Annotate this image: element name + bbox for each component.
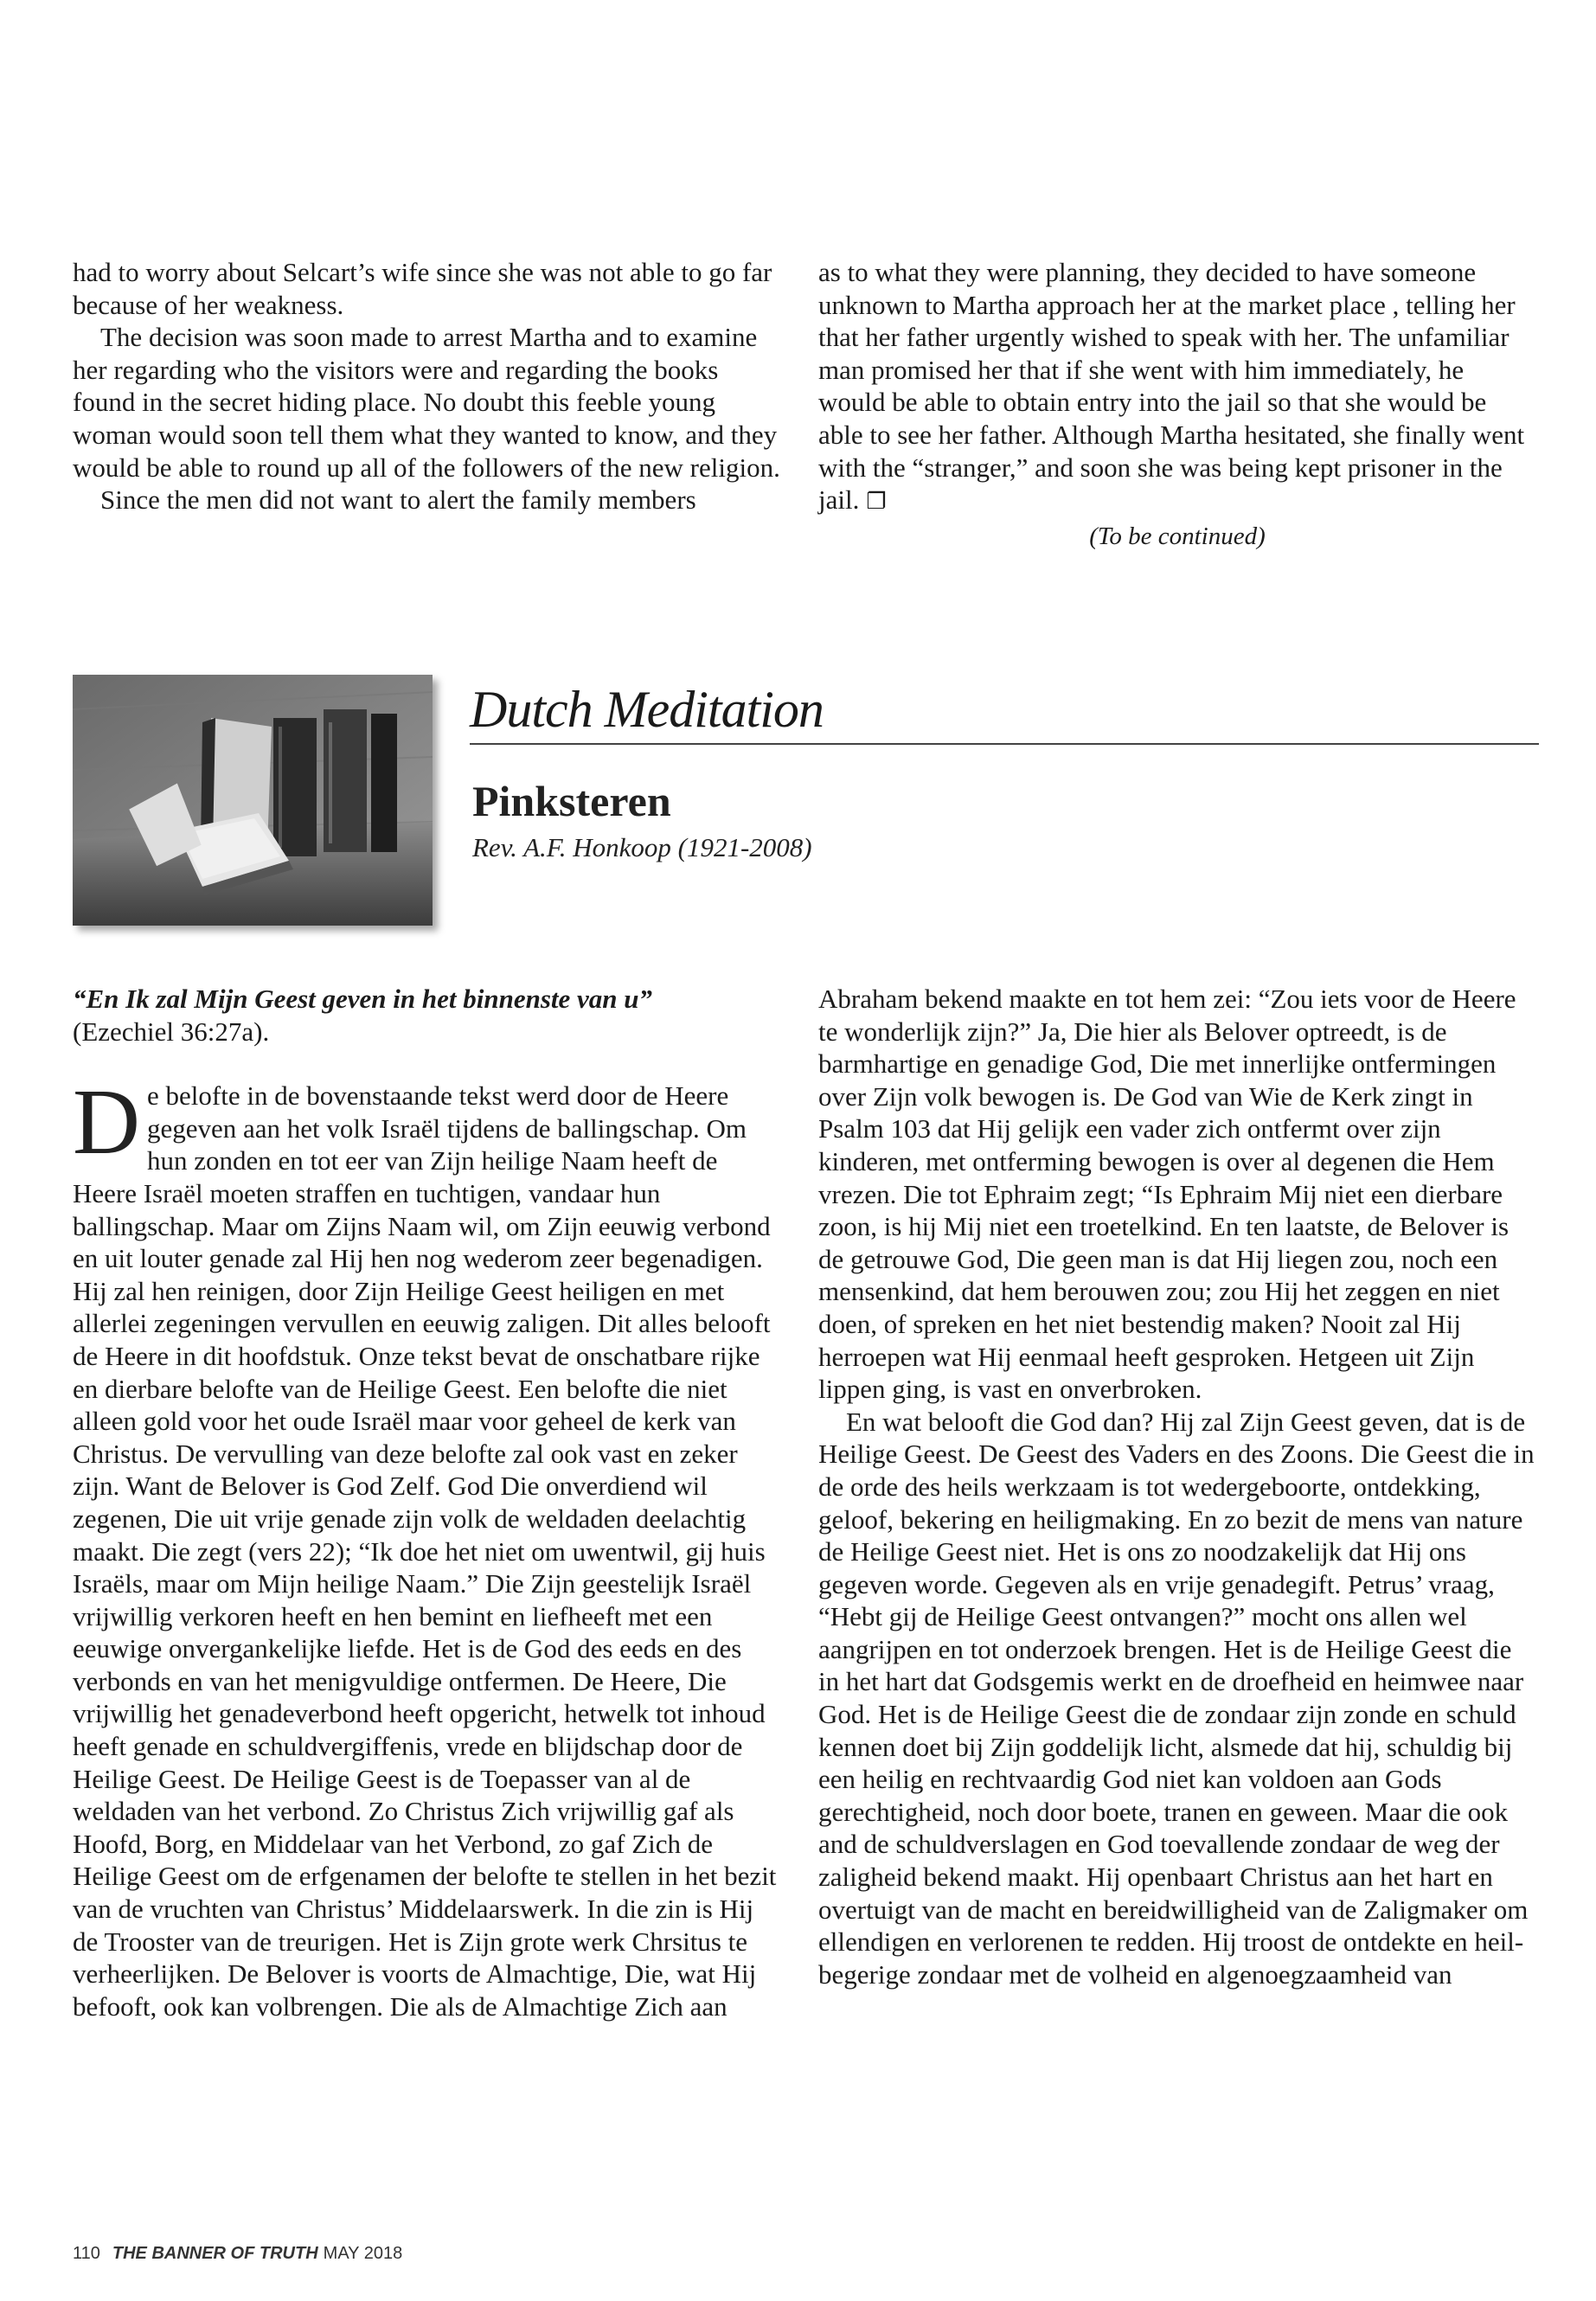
publication-name: THE BANNER OF TRUTH <box>112 2244 318 2263</box>
top-right-paragraph <box>818 256 1536 519</box>
top-left-paragraph-1: had to worry about Selcart’s wife since she was not able to go far because of her weakness. <box>73 257 772 320</box>
scripture-reference: (Ezechiel 36:27a). <box>73 1016 270 1047</box>
books-photo-illustration <box>73 675 433 926</box>
article-paragraph-1 <box>73 1071 782 2022</box>
top-article-right-column <box>818 256 1536 553</box>
page-footer <box>73 2244 402 2264</box>
article-right-column <box>818 983 1536 1990</box>
top-left-paragraph-2: The decision was soon made to arrest Martha and to examine her regarding who the visitors were and regarding the books found in the secret hiding place. No doubt this feeble young woman would soon tell them what they wanted to know, and they would be able to round up all of the followers of the new religion. <box>73 322 780 483</box>
article-paragraph-1-text: e belofte in de bovenstaande tekst werd door de Heere gegeven aan het volk Israël tijdens de ballingschap. Om hun zonden en tot eer van Zijn heilige Naam heeft de Heere Israël moeten straffen en tuchtigen, vandaar hun ballingschap. Maar om Zijns Naam wil, om Zijn eeuwig verbond en uit louter genade zal Hij hen nog wederom zeer begenadigen. Hij zal hen reinigen, door Zijn Heilige Geest heiligen en met allerlei zegeningen vervullen en eeuwig zaligen. Dit alles belooft de Heere in dit hoofdstuk. Onze tekst bevat de onschatbare rijke en dierbare belofte van de Heilige Geest. Een belofte die niet alleen gold voor het oude Israël maar voor geheel de kerk van Christus. De vervulling van deze belofte zal ook vast en zeker zijn. Want de Belover is God Zelf. God Die onverdiend wil zegenen, Die uit vrije genade zijn volk de weldaden deelachtig maakt. Die zegt (vers 22); “Ik doe het niet om uwentwil, gij huis Israëls, maar om Mijn heilige Naam.” Die Zijn geestelijk Israël vrijwillig verkoren heeft en hen bemint en liefheeft met een eeuwige onvergankelijke liefde. Het is de God des eeds en des verbonds en van het menigvuldige ontfermen. De Heere, Die vrijwillig het genadeverbond heeft opgericht, hetwelk tot inhoud heeft genade en schuldvergiffenis, vrede en blijdschap door de Heilige Geest. De Heilige Geest is de Toepasser van al de weldaden van het verbond. Zo Christus Zich vrijwillig gaf als Hoofd, Borg, en Middelaar van het Verbond, zo gaf Zich de Heilige Geest om de erfgenamen der belofte te stellen in het bezit van de vruchten van Christus’ Middelaarswerk. In die zin is Hij de Trooster van de treurigen. Het is Zijn grote werk Chrsitus te verheerlijken. De Belover is voorts de Almachtige, Die, wat Hij befooft, ook kan volbrengen. Die als de Almachtige Zich aan <box>73 1080 777 2022</box>
top-right-text: as to what they were planning, they decided to have someone unknown to Martha approach her at the market place , telling her that her father urgently wished to speak with her. The unfamiliar man promised her that if she went with him immediately, he would be able to obtain entry into the jail so that she would be able to see her father. Although Martha hesitated, she finally went with the “stranger,” and soon she was being kept prisoner in the jail. <box>818 257 1525 516</box>
top-article-left-column <box>73 256 782 516</box>
section-title: Dutch Meditation <box>470 680 1539 745</box>
end-mark-icon: ❐ <box>866 489 887 516</box>
scripture-quote: “En Ik zal Mijn Geest geven in het binnenste van u” <box>73 984 653 1014</box>
article-paragraph-2: Abraham bekend maakte en tot hem zei: “Zou iets voor de Heere te wonderlijk zijn?” Ja, Die hier als Belover optreedt, is de barmhartige en genadige God, Die met innerlijke ontfermingen over Zijn volk bewogen is. De God van Wie de Kerk zingt in Psalm 103 dat Hij gelijk een vader zich ontfermt over zijn kinderen, met ontferming bewogen is over al degenen die Hem vrezen. Die tot Ephraim zegt; “Is Ephraim Mij niet een dierbare zoon, is hij Mij niet een troetelkind. En ten laatste, de Belover is de getrouwe God, Die geen man is dat Hij liegen zou, noch een mensenkind, dat hem berouwen zou; zou Hij het zeggen en niet doen, of spreken en het niet bestendig maken? Nooit zal Hij herroepen wat Hij eenmaal heeft gesproken. Hetgeen uit Zijn lippen ging, is vast en onverbroken. <box>818 984 1516 1405</box>
article-left-column <box>73 983 782 2022</box>
page-number: 110 <box>73 2244 100 2263</box>
author-byline: Rev. A.F. Honkoop (1921-2008) <box>472 832 812 862</box>
article-title: Pinksteren <box>472 777 671 825</box>
issue-date: MAY 2018 <box>323 2244 403 2263</box>
to-be-continued: (To be continued) <box>1089 522 1266 550</box>
article-paragraph-3: En wat belooft die God dan? Hij zal Zijn Geest geven, dat is de Heilige Geest. De Geest des Vaders en des Zoons. Die Geest die in de orde des heils werkzaam is tot wedergeboorte, ontdekking, geloof, bekering en heiligmaking. En zo bezit de mens van nature de Heilige Geest niet. Het is ons zo noodzakelijk dat Hij ons gegeven worde. Gegeven als en vrije genadegift. Petrus’ vraag, “Hebt gij de Heilige Geest ontvangen?” mocht ons allen wel aangrijpen en tot onderzoek brengen. Het is de Heilige Geest die in het hart dat Godsgemis werkt en de droefheid en heimwee naar God. Het is de Heilige Geest die de zondaar zijn zonde en schuld kennen doet bij Zijn goddelijk licht, alsmede dat hij, schuldig bij een heilig en rechtvaardig God niet kan voldoen aan Gods gerechtigheid, noch door boete, tranen en geween. Maar die ook and de schuldverslagen en God toevallende zondaar de weg der zaligheid bekend maakt. Hij openbaart Christus aan het hart en overtuigt van de macht en bereidwilligheid van de Zaligmaker om ellendigen en verlorenen te redden. Hij troost de ontdekte en heilbegerige zondaar met de volheid en algenoegzaamheid van <box>818 1406 1535 1990</box>
books-photo <box>73 675 433 926</box>
drop-cap: D <box>73 1071 140 1175</box>
top-left-paragraph-3: Since the men did not want to alert the family members <box>100 484 696 516</box>
